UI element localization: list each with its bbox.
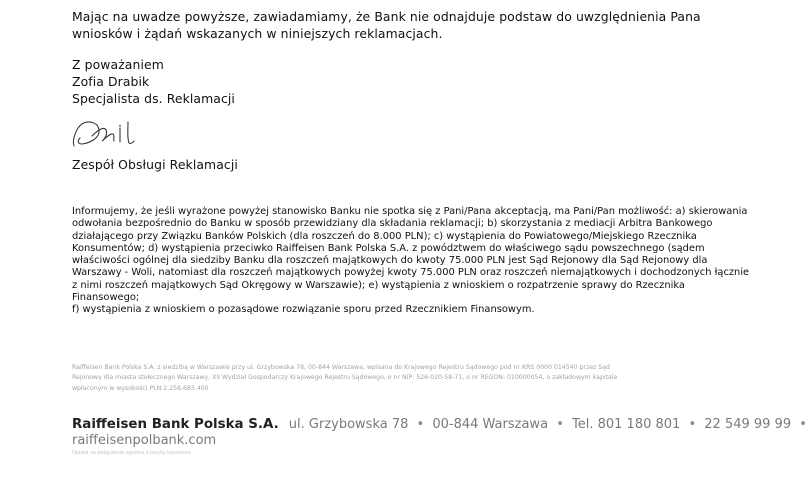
legal-line: Raiffeisen Bank Polska S.A. z siedzibą w Warszawie przy ul. Grzybowska 78, 00-844 Warszawa, wpisana do Krajowego Rejestru Sądowego pod nr KRS 0000 014540 przez Sąd xyxy=(72,364,610,371)
notice-line: Warszawy - Woli, natomiast dla roszczeń majątkowych powyżej kwoty 75.000 PLN oraz roszczeń niemajątkowych i dochodzonych łącznie xyxy=(72,267,750,279)
legal-line: Rejonowy dla miasta stołecznego Warszawy, XII Wydział Gospodarczy Krajowego Rejestru Sądowego, o nr NIP: 526-020-58-71, o nr REGON: 010000054, o zakładowym kapitale xyxy=(72,374,618,382)
legal-footnote xyxy=(72,363,752,394)
intro-paragraph xyxy=(72,8,701,42)
footer-postcode-city: 00-844 Warszawa xyxy=(432,417,549,432)
footer-separator: • xyxy=(799,417,807,432)
notice-line: z nimi roszczeń majątkowych Sąd Okręgowy w Warszawie); e) wystąpienia z wnioskiem o rozpatrzenie sprawy do Rzecznika Finansowego; xyxy=(72,279,685,304)
footer-separator: • xyxy=(688,417,697,432)
footer-brand: Raiffeisen Bank Polska S.A. xyxy=(72,417,279,432)
closing-greeting: Z poważaniem xyxy=(72,57,164,72)
team-name: Zespół Obsługi Reklamacji xyxy=(72,157,238,172)
footer-website: raiffeisenpolbank.com xyxy=(72,433,217,448)
legal-line: wpłaconym w wysokości PLN 2.256.683.400 xyxy=(72,384,209,392)
footer-phone-2: 22 549 99 99 xyxy=(704,417,792,432)
notice-line: działającego przy Związku Banków Polskich (dla roszczeń do 8.000 PLN); c) wystąpienia do Powiatowego/Miejskiego Rzecznika xyxy=(72,230,697,242)
notice-line: Konsumentów; d) wystąpienia przeciwko Raiffeisen Bank Polska S.A. z powództwem do właściwego sądu powszechnego (sądem xyxy=(72,242,705,254)
signer-name: Zofia Drabik xyxy=(72,74,150,89)
footer-contact-line xyxy=(72,417,811,433)
notice-line: Informujemy, że jeśli wyrażone powyżej stanowisko Banku nie spotka się z Pani/Pana akceptacją, ma Pani/Pan możliwość: a) skierowania xyxy=(72,206,748,217)
footer-phone-1: Tel. 801 180 801 xyxy=(572,417,681,432)
notice-line: f) wystąpienia z wnioskiem o pozasądowe rozwiązanie sporu przed Rzecznikiem Finansowym. xyxy=(72,304,535,316)
intro-line-2: wniosków i żądań wskazanych w niniejszych reklamacjach. xyxy=(72,26,443,41)
footer-separator: • xyxy=(556,417,564,432)
footer-address: ul. Grzybowska 78 xyxy=(288,417,409,432)
signature-icon xyxy=(68,116,158,150)
closing-block xyxy=(72,56,235,107)
rights-notice xyxy=(72,206,752,317)
footer-separator: • xyxy=(416,417,425,432)
notice-line: właściwości ogólnej dla siedziby Banku dla roszczeń majątkowych do kwoty 75.000 PLN jest Sąd Rejonowy dla Sąd Rejonowy dla xyxy=(72,255,708,267)
notice-line: odwołania bezpośrednio do Banku w sposób przewidziany dla składania reklamacji; b) skorzystania z mediacji Arbitra Bankowego xyxy=(72,218,713,230)
signer-title: Specjalista ds. Reklamacji xyxy=(72,91,235,106)
footer-tiny-note: Opłata za połączenie zgodna z taryfą operatora xyxy=(72,450,191,456)
intro-line-1: Mając na uwadze powyższe, zawiadamiamy, że Bank nie odnajduje podstaw do uwzględnienia Pana xyxy=(72,9,701,24)
